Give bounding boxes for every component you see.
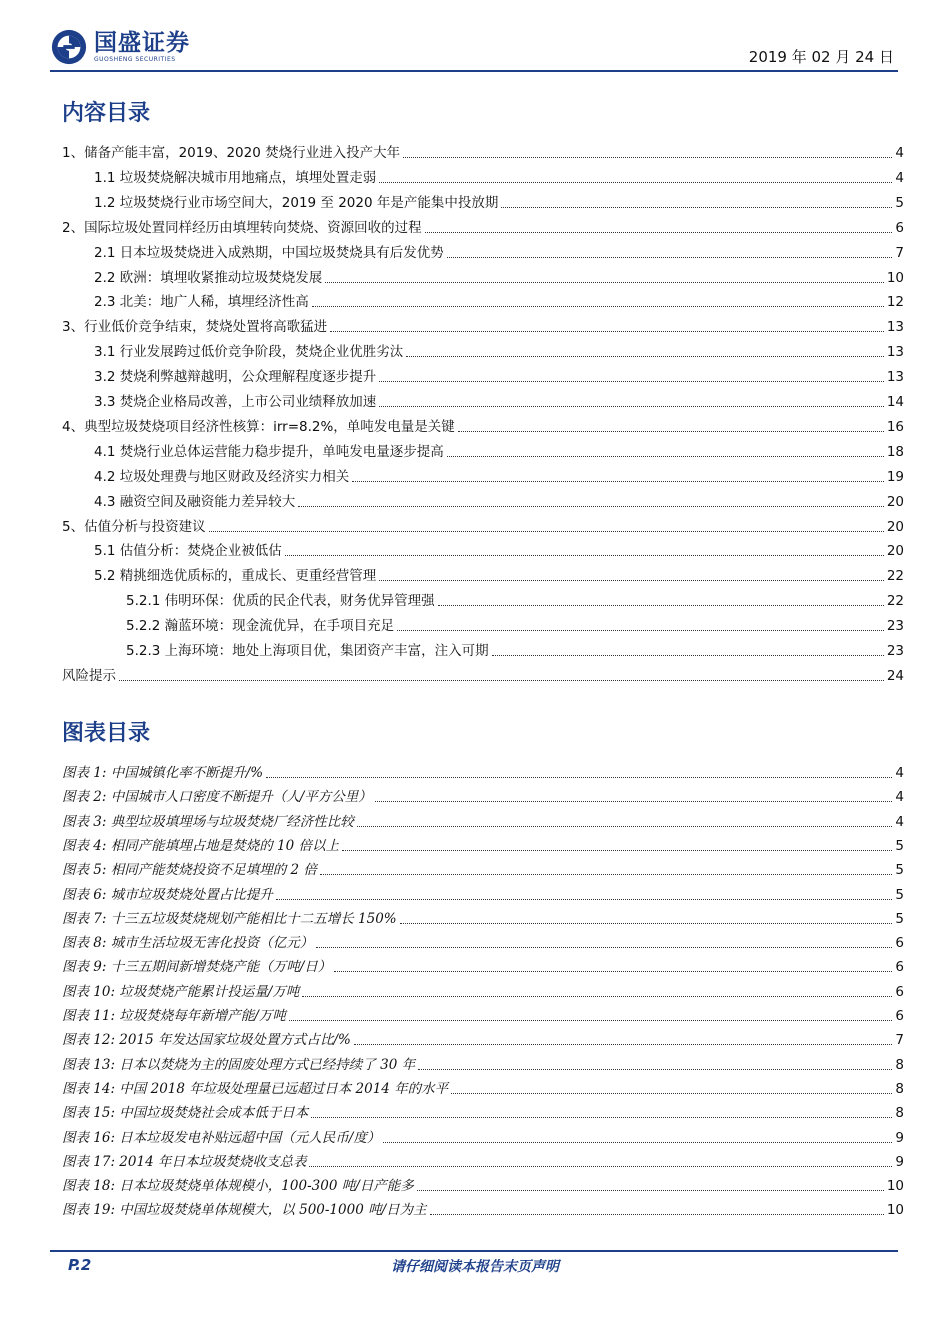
dot-leader (354, 1044, 893, 1045)
dot-leader (276, 899, 893, 900)
toc-entry[interactable] (62, 586, 904, 610)
dot-leader (406, 356, 884, 357)
toc-entry-page: 23 (886, 643, 904, 659)
figure-entry-page: 9 (895, 1153, 904, 1170)
figure-entry[interactable] (62, 1171, 904, 1195)
figure-entry-page: 6 (895, 1008, 904, 1024)
toc-entry-page: 4 (895, 169, 904, 186)
toc-entry[interactable] (62, 487, 904, 511)
dot-leader (357, 826, 893, 827)
dot-leader (501, 207, 892, 208)
figure-entry-text: 图表 1: 中国城镇化率不断提升/% (62, 765, 264, 781)
logo-name-cn: 国盛证券 (94, 30, 190, 56)
toc-entry[interactable] (62, 312, 904, 336)
toc-entry[interactable] (62, 561, 904, 585)
toc-entry[interactable] (62, 437, 904, 461)
figure-entry-text: 图表 13: 日本以焚烧为主的固废处理方式已经持续了 30 年 (62, 1056, 416, 1073)
toc-entry-page: 4 (895, 145, 904, 161)
toc-entry-page: 22 (886, 593, 904, 610)
figure-entry-page: 5 (895, 910, 904, 927)
dot-leader (266, 777, 892, 778)
dot-leader (289, 1020, 893, 1021)
figure-entry[interactable] (62, 977, 904, 1001)
disclaimer-note: 请仔细阅读本报告末页声明 (391, 1259, 559, 1275)
toc-entry[interactable] (62, 462, 904, 486)
dot-leader (458, 431, 884, 432)
toc-entry[interactable] (62, 412, 904, 436)
dot-leader (451, 1093, 892, 1094)
toc-entry-text: 5.2 精挑细选优质标的，重成长、更重经营管理 (94, 568, 377, 585)
toc-entry[interactable] (62, 138, 904, 162)
dot-leader (383, 1142, 892, 1143)
toc-entry[interactable] (62, 387, 904, 411)
figure-entry-text: 图表 17: 2014 年日本垃圾焚烧收支总表 (62, 1153, 307, 1170)
toc-entry[interactable] (62, 287, 904, 311)
figure-entry[interactable] (62, 880, 904, 904)
dot-leader (492, 655, 884, 656)
figure-entry-page: 10 (886, 1178, 904, 1195)
dot-leader (311, 1117, 892, 1118)
dot-leader (325, 282, 884, 283)
footer-divider (50, 1250, 898, 1252)
dot-leader (330, 331, 884, 332)
toc-entry-text: 4.2 垃圾处理费与地区财政及经济实力相关 (94, 468, 350, 485)
toc-entry[interactable] (62, 163, 904, 187)
dot-leader (320, 874, 893, 875)
figure-entry-page: 8 (895, 1056, 904, 1073)
toc-entry[interactable] (62, 188, 904, 212)
figure-entry[interactable] (62, 807, 904, 831)
page-header (50, 26, 898, 74)
figure-entry[interactable] (62, 1147, 904, 1171)
toc-entry[interactable] (62, 362, 904, 386)
toc-entry-text: 5.2.1 伟明环保：优质的民企代表，财务优异管理强 (126, 593, 435, 610)
toc-entry-page: 13 (886, 369, 904, 386)
figure-entry[interactable] (62, 1098, 904, 1122)
figure-entry-page: 10 (886, 1202, 904, 1219)
figure-entry-page: 6 (895, 983, 904, 1000)
dot-leader (352, 481, 884, 482)
dot-leader (379, 580, 884, 581)
toc-entry-page: 19 (886, 468, 904, 485)
toc-entry-text: 2.1 日本垃圾焚烧进入成熟期，中国垃圾焚烧具有后发优势 (94, 244, 444, 261)
figure-entry[interactable] (62, 1074, 904, 1098)
toc-entry-page: 6 (895, 219, 904, 236)
toc-entry-page: 14 (886, 394, 904, 410)
figure-entry[interactable] (62, 1001, 904, 1025)
toc-entry-text: 3.1 行业发展跨过低价竞争阶段，焚烧企业优胜劣汰 (94, 344, 404, 361)
dot-leader (418, 1069, 892, 1070)
figure-entry-page: 4 (895, 813, 904, 830)
dot-leader (438, 605, 884, 606)
figures-title: 图表目录 (62, 721, 151, 746)
dot-leader (334, 971, 892, 972)
toc-entry[interactable] (62, 512, 904, 536)
figure-entry-text: 图表 8: 城市生活垃圾无害化投资（亿元） (62, 935, 314, 952)
figure-entry-text: 图表 5: 相同产能焚烧投资不足填埋的 2 倍 (62, 862, 317, 879)
figure-entry-page: 8 (895, 1080, 904, 1097)
figure-entry[interactable] (62, 928, 904, 952)
figure-entry-text: 图表 18: 日本垃圾焚烧单体规模小，100-300 吨/日产能多 (62, 1178, 414, 1195)
dot-leader (447, 456, 884, 457)
dot-leader (209, 531, 884, 532)
dot-leader (119, 680, 884, 681)
toc-entry-text: 5.1 估值分析：焚烧企业被低估 (94, 543, 282, 560)
figure-entry[interactable] (62, 782, 904, 806)
dot-leader (302, 996, 892, 997)
figure-entry-text: 图表 16: 日本垃圾发电补贴远超中国（元人民币/度） (62, 1129, 381, 1146)
dot-leader (309, 1166, 892, 1167)
figure-entry-text: 图表 7: 十三五垃圾焚烧规划产能相比十二五增长 150% (62, 910, 397, 927)
dot-leader (312, 306, 884, 307)
toc-entry-text: 1.2 垃圾焚烧行业市场空间大，2019 至 2020 年是产能集中投放期 (94, 194, 499, 211)
dot-leader (375, 801, 893, 802)
toc-entry-text: 2、国际垃圾处置同样经历由填埋转向焚烧、资源回收的过程 (62, 219, 422, 236)
toc-entry-text: 5.2.2 瀚蓝环境：现金流优异，在手项目充足 (126, 618, 395, 635)
figure-entry[interactable] (62, 1195, 904, 1219)
figure-entry[interactable] (62, 1123, 904, 1147)
figure-entry-page: 5 (895, 886, 904, 903)
figure-entry-text: 图表 12: 2015 年发达国家垃圾处置方式占比/% (62, 1032, 351, 1049)
figure-entry-page: 6 (895, 935, 904, 952)
toc-entry-text: 2.2 欧洲：填埋收紧推动垃圾焚烧发展 (94, 269, 323, 286)
figure-entry-page: 4 (895, 789, 904, 806)
toc-entry-page: 18 (886, 443, 904, 460)
dot-leader (298, 506, 884, 507)
toc-entry-text: 1.1 垃圾焚烧解决城市用地痛点，填埋处置走弱 (94, 169, 377, 186)
logo-icon (50, 28, 88, 66)
figure-entry-text: 图表 19: 中国垃圾焚烧单体规模大，以 500-1000 吨/日为主 (62, 1202, 427, 1219)
toc-entry-text: 3、行业低价竞争结束，焚烧处置将高歌猛进 (62, 319, 328, 336)
toc-entry-page: 7 (895, 244, 904, 261)
toc-entry-page: 13 (886, 344, 904, 361)
toc-entry-text: 2.3 北美：地广人稀，填埋经济性高 (94, 294, 309, 311)
figure-entry-text: 图表 3: 典型垃圾填埋场与垃圾焚烧厂经济性比较 (62, 813, 354, 830)
toc-entry-text: 风险提示 (62, 667, 116, 684)
toc-entry-page: 12 (886, 294, 904, 311)
logo-name-en: GUOSHENG SECURITIES (94, 56, 176, 63)
figure-entry[interactable] (62, 1050, 904, 1074)
toc-entry-text: 3.2 焚烧利弊越辩越明，公众理解程度逐步提升 (94, 369, 377, 386)
figure-entry[interactable] (62, 952, 904, 976)
figure-entry[interactable] (62, 855, 904, 879)
dot-leader (397, 630, 884, 631)
page-number: P.2 (68, 1256, 92, 1274)
figure-entry-page: 9 (895, 1129, 904, 1146)
figure-entry-text: 图表 2: 中国城市人口密度不断提升（人/平方公里） (62, 789, 372, 806)
dot-leader (342, 850, 892, 851)
toc-entry-text: 4、典型垃圾焚烧项目经济性核算：irr=8.2%，单吨发电量是关键 (62, 418, 455, 435)
toc-entry-page: 24 (886, 667, 904, 684)
report-date: 2019 年 02 月 24 日 (748, 48, 894, 66)
toc-entry-text: 1、储备产能丰富，2019、2020 焚烧行业进入投产大年 (62, 145, 401, 161)
toc-entry-page: 5 (895, 194, 904, 211)
dot-leader (285, 555, 884, 556)
figure-entry-text: 图表 4: 相同产能填埋占地是焚烧的 10 倍以上 (62, 837, 339, 854)
figure-entry-page: 6 (895, 959, 904, 976)
toc-entry[interactable] (62, 636, 904, 660)
figure-entry-text: 图表 11: 垃圾焚烧每年新增产能/万吨 (62, 1008, 286, 1024)
dot-leader (379, 381, 884, 382)
toc-entry-page: 20 (886, 543, 904, 560)
toc-entry-page: 22 (886, 568, 904, 585)
figure-entry-page: 8 (895, 1105, 904, 1122)
dot-leader (403, 157, 892, 158)
figure-entry[interactable] (62, 831, 904, 855)
figure-entry-text: 图表 9: 十三五期间新增焚烧产能（万吨/日） (62, 959, 332, 976)
toc-entry-text: 5.2.3 上海环境：地处上海项目优，集团资产丰富，注入可期 (126, 643, 489, 659)
dot-leader (425, 232, 893, 233)
figure-entry-page: 5 (895, 862, 904, 879)
toc-title: 内容目录 (62, 101, 151, 126)
figure-entry-text: 图表 10: 垃圾焚烧产能累计投运量/万吨 (62, 983, 300, 1000)
dot-leader (379, 182, 892, 183)
figure-entry-page: 5 (895, 837, 904, 854)
toc-entry-page: 23 (886, 618, 904, 635)
toc-entry-text: 4.1 焚烧行业总体运营能力稳步提升，单吨发电量逐步提高 (94, 443, 444, 460)
dot-leader (447, 257, 893, 258)
brand-logo (50, 28, 190, 66)
toc-entry[interactable] (62, 213, 904, 237)
toc-entry-page: 20 (886, 493, 904, 510)
figure-entry-text: 图表 14: 中国 2018 年垃圾处理量已远超过日本 2014 年的水平 (62, 1080, 449, 1097)
toc-entry[interactable] (62, 238, 904, 262)
dot-leader (417, 1190, 884, 1191)
header-divider (50, 70, 898, 72)
toc-entry[interactable] (62, 661, 904, 685)
figure-entry[interactable] (62, 1025, 904, 1049)
toc-entry-text: 5、估值分析与投资建议 (62, 518, 206, 535)
toc-entry-text: 4.3 融资空间及融资能力差异较大 (94, 493, 296, 510)
toc-entry-text: 3.3 焚烧企业格局改善，上市公司业绩释放加速 (94, 394, 377, 410)
toc-entry[interactable] (62, 536, 904, 560)
toc-entry-page: 13 (886, 319, 904, 336)
toc-entry[interactable] (62, 263, 904, 287)
toc-entry-page: 20 (886, 518, 904, 535)
toc-entry-page: 10 (886, 269, 904, 286)
dot-leader (379, 406, 884, 407)
dot-leader (400, 923, 893, 924)
figure-entry[interactable] (62, 904, 904, 928)
figure-entry-text: 图表 6: 城市垃圾焚烧处置占比提升 (62, 886, 273, 903)
toc-entry-page: 16 (886, 418, 904, 435)
figure-entry-text: 图表 15: 中国垃圾焚烧社会成本低于日本 (62, 1105, 309, 1122)
dot-leader (430, 1214, 884, 1215)
toc-entry[interactable] (62, 337, 904, 361)
figure-entry-page: 7 (895, 1032, 904, 1049)
figure-entry[interactable] (62, 758, 904, 782)
dot-leader (316, 947, 892, 948)
figure-entry-page: 4 (895, 765, 904, 781)
toc-entry[interactable] (62, 611, 904, 635)
